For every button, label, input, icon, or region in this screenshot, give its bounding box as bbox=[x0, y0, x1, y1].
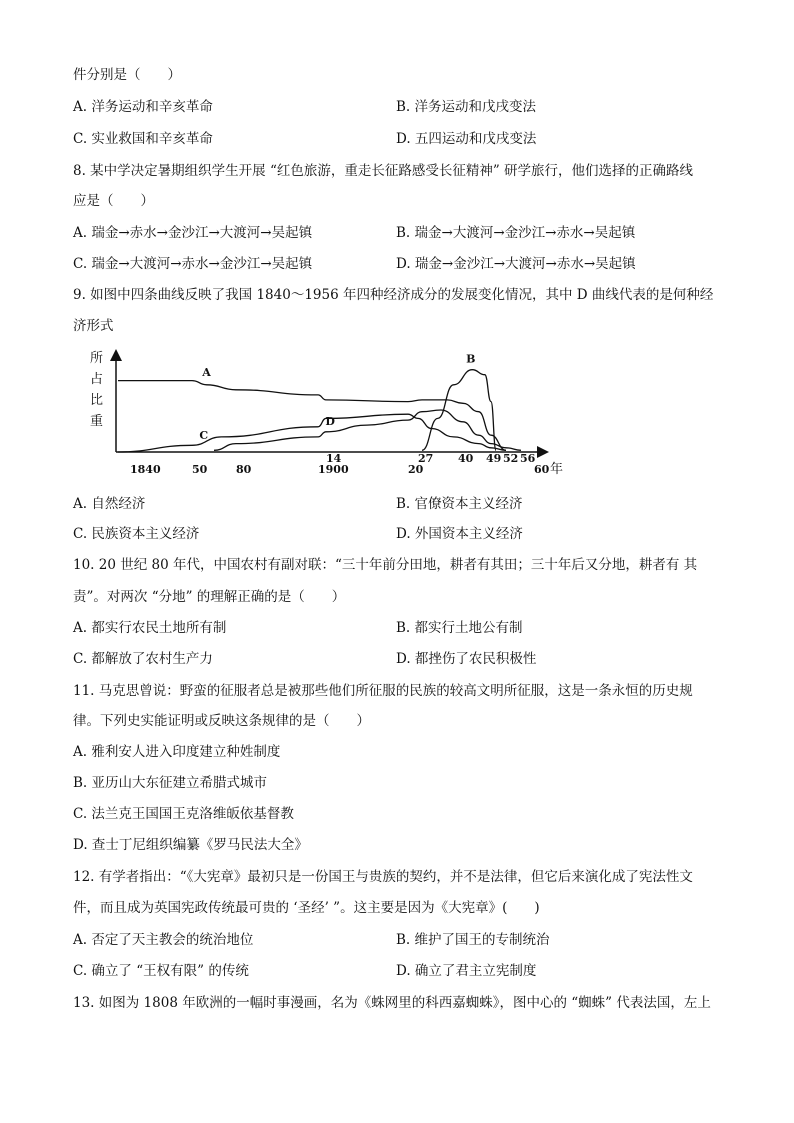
q8-option-b[interactable]: B. 瑞金→大渡河→金沙江→赤水→吴起镇 bbox=[396, 225, 636, 241]
q8-stem-line1: 8. 某中学决定暑期组织学生开展 “红色旅游，重走长征路感受长征精神” 研学旅行，他们选择的正确路线 bbox=[73, 163, 694, 179]
q9-option-a[interactable]: A. 自然经济 bbox=[73, 496, 146, 512]
q7-option-d[interactable]: D. 五四运动和戊戌变法 bbox=[396, 131, 537, 147]
series-label-a: A bbox=[202, 366, 211, 380]
x-tick-label-upper: 52 bbox=[503, 452, 519, 465]
x-tick-label-upper: 40 bbox=[458, 452, 474, 465]
q11-option-c[interactable]: C. 法兰克王国国王克洛维皈依基督教 bbox=[73, 806, 294, 822]
x-tick-label-upper: 14 bbox=[326, 452, 342, 465]
q7-option-c[interactable]: C. 实业救国和辛亥革命 bbox=[73, 131, 213, 147]
q12-stem-line2: 件，而且成为英国宪政传统最可贵的 ‘圣经’ ”。这主要是因为《大宪章》( ) bbox=[73, 900, 540, 916]
x-tick-label-lower: 1840 bbox=[130, 463, 161, 476]
q7-continuation: 件分别是（ ） bbox=[73, 67, 181, 83]
q9-stem-line2: 济形式 bbox=[73, 318, 114, 334]
x-tick-label-lower: 20 bbox=[408, 463, 424, 476]
x-tick-label-lower: 1900 bbox=[318, 463, 349, 476]
series-label-d: D bbox=[325, 414, 335, 428]
q10-stem-line2: 责”。对两次 “分地” 的理解正确的是（ ） bbox=[73, 589, 346, 605]
q10-option-b[interactable]: B. 都实行土地公有制 bbox=[396, 620, 523, 636]
q13-stem-line1: 13. 如图为 1808 年欧洲的一幅时事漫画，名为《蛛网里的科西嘉蜘蛛》，图中心的 “蜘蛛” 代表法国，左上 bbox=[73, 995, 711, 1011]
q11-option-a[interactable]: A. 雅利安人进入印度建立种姓制度 bbox=[73, 744, 281, 760]
y-axis-label-char-4: 重 bbox=[90, 414, 104, 429]
q11-stem-line2: 律。下列史实能证明或反映这条规律的是（ ） bbox=[73, 713, 370, 729]
q7-option-b[interactable]: B. 洋务运动和戊戌变法 bbox=[396, 99, 537, 115]
x-tick-label-upper: 60 bbox=[534, 463, 550, 476]
q11-option-d[interactable]: D. 查士丁尼组织编纂《罗马民法大全》 bbox=[73, 837, 308, 853]
y-axis-label-char-1: 所 bbox=[90, 351, 104, 366]
q10-option-c[interactable]: C. 都解放了农村生产力 bbox=[73, 651, 213, 667]
q8-option-a[interactable]: A. 瑞金→赤水→金沙江→大渡河→吴起镇 bbox=[73, 225, 313, 241]
economy-share-chart bbox=[84, 346, 584, 478]
q9-option-d[interactable]: D. 外国资本主义经济 bbox=[396, 526, 523, 542]
x-tick-label-upper: 27 bbox=[418, 452, 434, 465]
q10-option-a[interactable]: A. 都实行农民土地所有制 bbox=[73, 620, 227, 636]
q7-option-a[interactable]: A. 洋务运动和辛亥革命 bbox=[73, 99, 213, 115]
q11-option-b[interactable]: B. 亚历山大东征建立希腊式城市 bbox=[73, 775, 268, 791]
x-tick-label-upper: 56 bbox=[520, 452, 536, 465]
q12-option-a[interactable]: A. 否定了天主教会的统治地位 bbox=[73, 932, 254, 948]
series-line-c bbox=[118, 414, 506, 452]
series-label-b: B bbox=[466, 352, 476, 366]
y-axis-label-char-2: 占 bbox=[90, 372, 104, 387]
x-axis-label: 年 bbox=[550, 462, 564, 477]
q9-option-c[interactable]: C. 民族资本主义经济 bbox=[73, 526, 200, 542]
q12-option-b[interactable]: B. 维护了国王的专制统治 bbox=[396, 932, 550, 948]
q8-option-c[interactable]: C. 瑞金→大渡河→赤水→金沙江→吴起镇 bbox=[73, 256, 313, 272]
q9-option-b[interactable]: B. 官僚资本主义经济 bbox=[396, 496, 523, 512]
x-tick-label-upper: 49 bbox=[486, 452, 502, 465]
q12-option-c[interactable]: C. 确立了 “王权有限” 的传统 bbox=[73, 963, 249, 979]
q8-option-d[interactable]: D. 瑞金→金沙江→大渡河→赤水→吴起镇 bbox=[396, 256, 636, 272]
q10-option-d[interactable]: D. 都挫伤了农民积极性 bbox=[396, 651, 537, 667]
q12-option-d[interactable]: D. 确立了君主立宪制度 bbox=[396, 963, 537, 979]
q10-stem-line1: 10. 20 世纪 80 年代，中国农村有副对联：“三十年前分田地，耕者有其田；三十年后又分地，耕者有 其 bbox=[73, 557, 698, 573]
q12-stem-line1: 12. 有学者指出：“《大宪章》最初只是一份国王与贵族的契约，并不是法律，但它后来演化成了宪法性文 bbox=[73, 869, 693, 885]
x-tick-label-lower: 50 bbox=[192, 463, 208, 476]
x-tick-label-lower: 80 bbox=[236, 463, 252, 476]
y-axis-label-char-3: 比 bbox=[90, 393, 104, 408]
series-label-c: C bbox=[199, 429, 209, 443]
q9-stem-line1: 9. 如图中四条曲线反映了我国 1840～1956 年四种经济成分的发展变化情况，其中 D 曲线代表的是何种经 bbox=[73, 287, 714, 303]
q11-stem-line1: 11. 马克思曾说：野蛮的征服者总是被那些他们所征服的民族的较高文明所征服，这是一条永恒的历史规 bbox=[73, 683, 693, 699]
series-line-a bbox=[118, 381, 506, 451]
q8-stem-line2: 应是（ ） bbox=[73, 193, 154, 209]
